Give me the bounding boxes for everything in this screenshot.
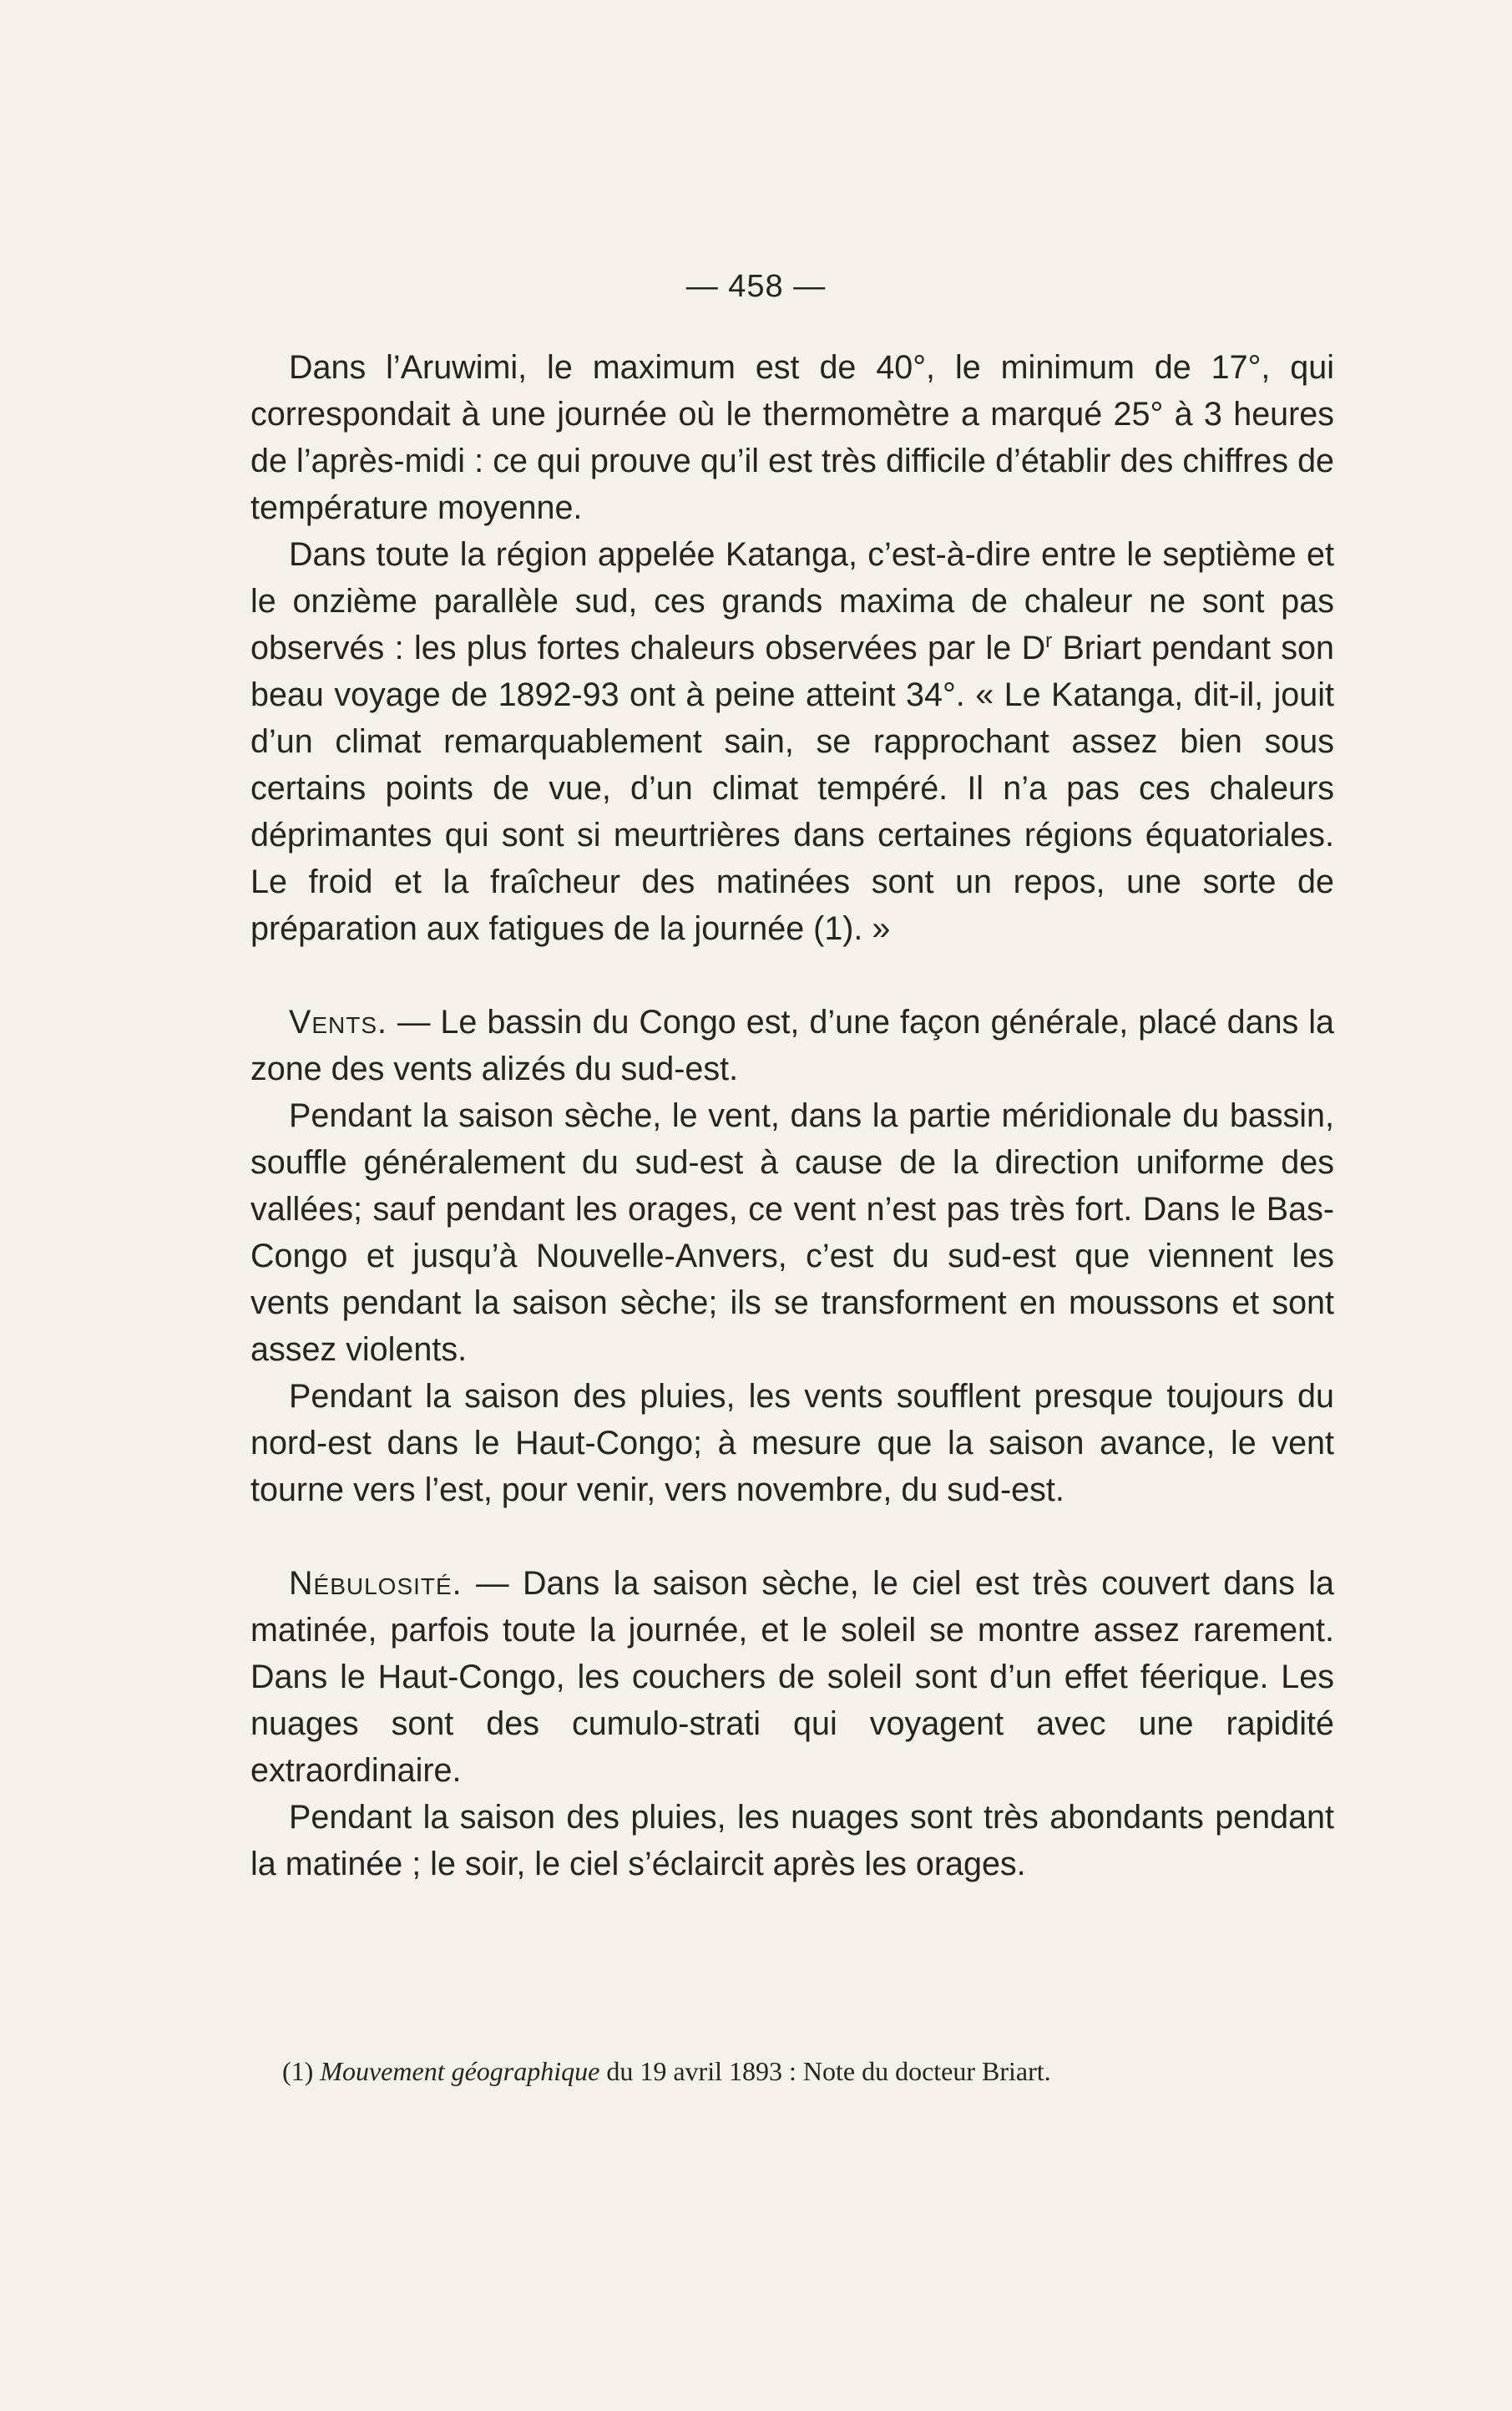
footnote-journal-title: Mouvement géographique xyxy=(320,2056,600,2086)
footnote xyxy=(282,2053,1334,2089)
paragraph-aruwimi: Dans l’Aruwimi, le maximum est de 40°, le minimum de 17°, qui correspondait à une journée où le thermomètre a marqué 25° à 3 heures de l’après-midi : ce qui prouve qu’il est très difficile d’établir des chiffres de température moyenne. xyxy=(250,349,1334,526)
paragraph-saison-seche-vents: Pendant la saison sèche, le vent, dans la partie méridionale du bassin, souffle généralement du sud-est à cause de la direction uniforme des vallées; sauf pendant les orages, ce vent n’est pas très fort. Dans le Bas-Congo et jusqu’à Nouvelle-Anvers, c’est du sud-est que viennent les vents pendant la saison sèche; ils se transforment en moussons et sont assez violents. xyxy=(250,1097,1334,1368)
section-heading-nebulosite: Nébulosité. xyxy=(289,1565,463,1602)
section-gap xyxy=(250,1513,1334,1560)
paragraph-saison-pluies-vents: Pendant la saison des pluies, les vents soufflent presque toujours du nord-est dans le Haut-Congo; à mesure que la saison avance, le vent tourne vers l’est, pour venir, vers novembre, du sud-est. xyxy=(250,1378,1334,1508)
paragraph-vents xyxy=(250,999,1334,1092)
doctor-superscript: r xyxy=(1045,630,1053,652)
paragraph-nebulosite xyxy=(250,1560,1334,1794)
footnote-text: du 19 avril 1893 : Note du docteur Briart. xyxy=(599,2056,1051,2086)
page-number: — 458 — xyxy=(685,269,827,304)
paragraph-vents-text: — Le bassin du Congo est, d’une façon générale, placé dans la zone des vents alizés du sud-est. xyxy=(250,1004,1334,1087)
footnote-mark: (1) xyxy=(282,2056,314,2086)
paragraph-saison-pluies-nuages: Pendant la saison des pluies, les nuages sont très abondants pendant la matinée ; le soir, le ciel s’éclaircit après les orages. xyxy=(250,1799,1334,1882)
page-body xyxy=(250,344,1334,1887)
section-heading-vents: Vents. xyxy=(289,1004,387,1041)
paragraph-katanga-start: Dans toute la région appelée Katanga, c’est-à-dire entre le septième et le onzième parallèle sud, ces grands maxima de chaleur ne sont pas observés : les plus fortes chaleurs observées par le D xyxy=(250,536,1334,666)
paragraph-katanga-end: Briart pendant son beau voyage de 1892-93 ont à peine atteint 34°. « Le Katanga, dit-il, jouit d’un climat remarquablement sain, se rapprochant assez bien sous certains points de vue, d’un climat tempéré. Il n’a pas ces chaleurs déprimantes qui sont si meurtrières dans certaines régions équatoriales. Le froid et la fraîcheur des matinées sont un repos, une sorte de préparation aux fatigues de la journée (1). » xyxy=(250,630,1334,947)
section-gap xyxy=(250,952,1334,999)
paragraph-nebulosite-text: — Dans la saison sèche, le ciel est très couvert dans la matinée, parfois toute la journée, et le soleil se montre assez rarement. Dans le Haut-Congo, les couchers de soleil sont d’un effet féerique. Les nuages sont des cumulo-strati qui voyagent avec une rapidité extraordinaire. xyxy=(250,1565,1334,1789)
paragraph-katanga xyxy=(250,531,1334,952)
